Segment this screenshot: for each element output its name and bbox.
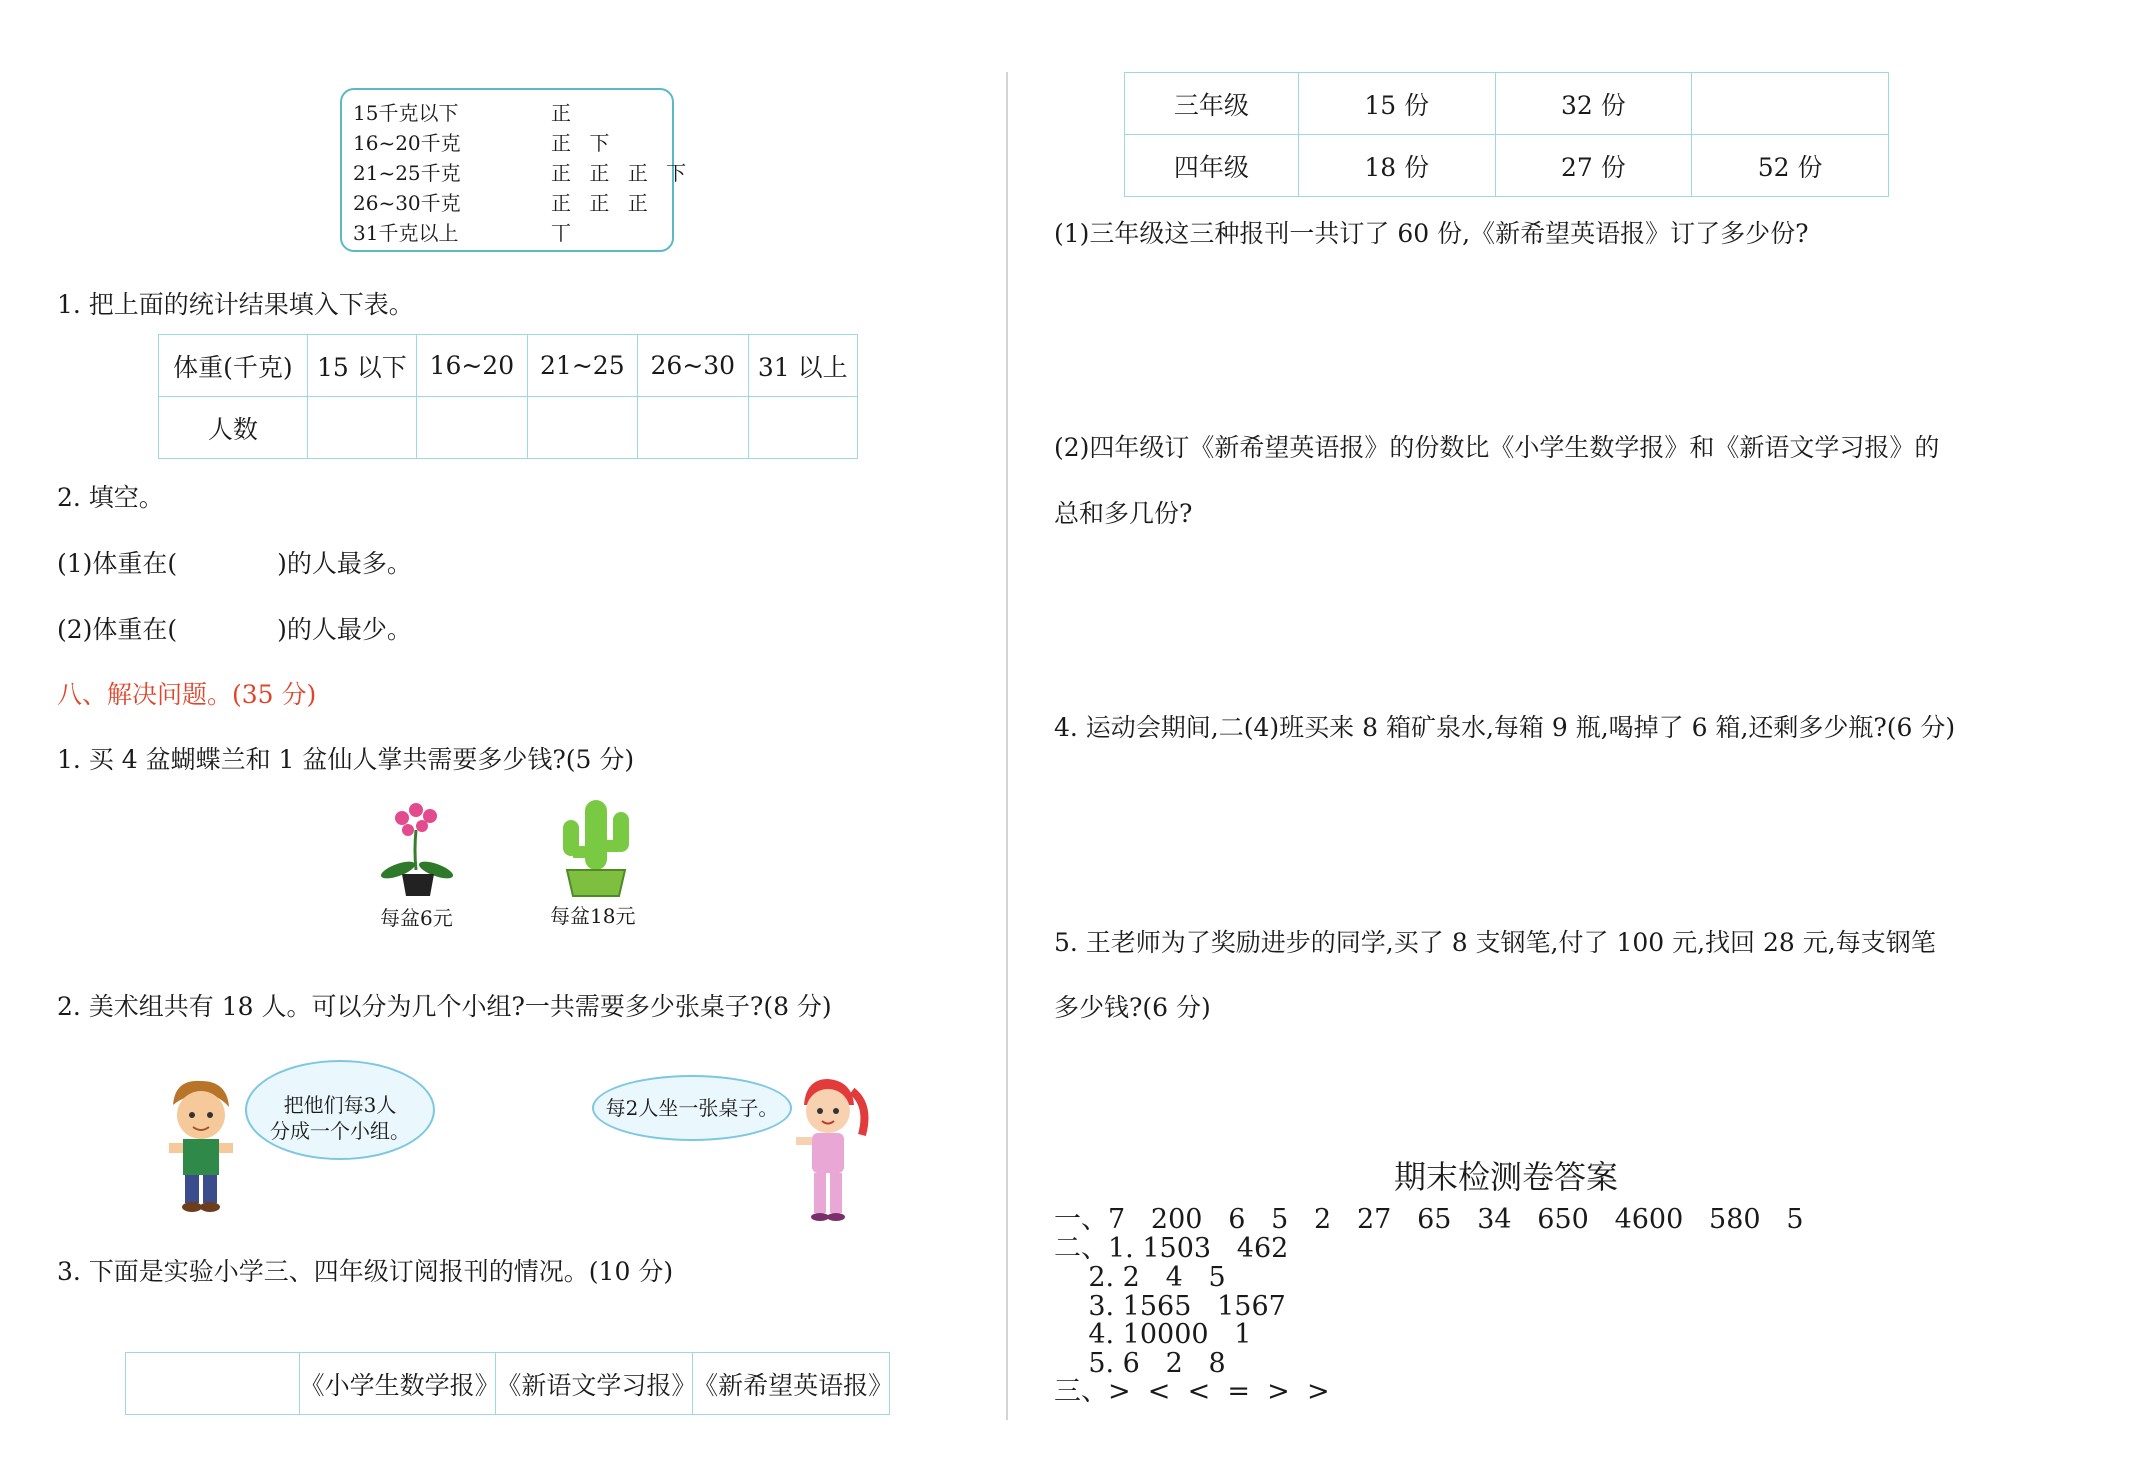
tally-row: 31千克以上 丅 <box>353 221 577 245</box>
table-row-label: 四年级 <box>1125 135 1299 197</box>
newspaper-table-body <box>1124 72 1889 197</box>
answer-line: 一、7 200 6 5 2 27 65 34 650 4600 580 5 <box>1054 1204 1804 1235</box>
table-header-cell: 31 以上 <box>748 335 857 397</box>
newspaper-table-header <box>125 1352 894 1415</box>
table-row-label: 人数 <box>159 397 308 459</box>
table-cell <box>1692 73 1889 135</box>
answer-line: 3. 1565 1567 <box>1054 1291 1286 1322</box>
table-cell: 27 份 <box>1495 135 1692 197</box>
answer-line: 5. 6 2 8 <box>1054 1348 1226 1379</box>
table-row-label: 三年级 <box>1125 73 1299 135</box>
tally-row: 16~20千克 正 下 <box>353 131 616 155</box>
page-divider <box>1006 72 1008 1420</box>
answer-cell[interactable] <box>527 397 637 459</box>
girl-icon <box>782 1075 872 1225</box>
table-cell: 15 份 <box>1298 73 1495 135</box>
problem-3-2-line2: 总和多几份? <box>1054 499 1193 528</box>
tally-row: 21~25千克 正 正 正 下 <box>353 161 693 185</box>
table-header-cell: 体重(千克) <box>159 335 308 397</box>
orchid-price-caption: 每盆6元 <box>380 906 453 930</box>
question-2-heading: 2. 填空。 <box>57 483 164 512</box>
problem-2: 2. 美术组共有 18 人。可以分为几个小组?一共需要多少张桌子?(8 分) <box>57 992 832 1021</box>
problem-5-line2: 多少钱?(6 分) <box>1054 993 1211 1022</box>
cactus-icon <box>555 790 635 900</box>
answer-line: 三、> < < = > > <box>1054 1376 1330 1407</box>
weight-table <box>158 334 858 459</box>
tally-box <box>340 88 693 252</box>
answer-line: 二、1. 1503 462 <box>1054 1233 1289 1264</box>
question-2-2: (2)体重在( )的人最少。 <box>57 615 412 644</box>
table-header-cell <box>126 1353 300 1415</box>
answer-line: 4. 10000 1 <box>1054 1319 1252 1350</box>
problem-3-1: (1)三年级这三种报刊一共订了 60 份,《新希望英语报》订了多少份? <box>1054 219 1809 248</box>
problem-1: 1. 买 4 盆蝴蝶兰和 1 盆仙人掌共需要多少钱?(5 分) <box>57 745 635 774</box>
section-8-heading: 八、解决问题。(35 分) <box>57 680 317 709</box>
orchid-icon <box>378 800 458 900</box>
problem-5-line1: 5. 王老师为了奖励进步的同学,买了 8 支钢笔,付了 100 元,找回 28 元,每支钢笔 <box>1054 928 1936 957</box>
boy-icon <box>155 1075 245 1215</box>
tally-row: 26~30千克 正 正 正 <box>353 191 654 215</box>
table-header-cell: 《新希望英语报》 <box>693 1353 890 1415</box>
question-2-1: (1)体重在( )的人最多。 <box>57 549 412 578</box>
answer-cell[interactable] <box>638 397 748 459</box>
answer-cell[interactable] <box>417 397 527 459</box>
table-cell: 18 份 <box>1298 135 1495 197</box>
question-1-heading: 1. 把上面的统计结果填入下表。 <box>57 290 414 319</box>
problem-3-2-line1: (2)四年级订《新希望英语报》的份数比《小学生数学报》和《新语文学习报》的 <box>1054 433 1940 462</box>
girl-speech-bubble: 每2人坐一张桌子。 <box>592 1075 792 1141</box>
tally-row: 15千克以下 正 <box>353 101 577 125</box>
problem-4: 4. 运动会期间,二(4)班买来 8 箱矿泉水,每箱 9 瓶,喝掉了 6 箱,还剩多少瓶?(6 分) <box>1054 713 1956 742</box>
table-header-cell: 15 以下 <box>307 335 416 397</box>
answer-line: 2. 2 4 5 <box>1054 1262 1226 1293</box>
table-header-cell: 26~30 <box>638 335 748 397</box>
answer-cell[interactable] <box>307 397 416 459</box>
table-cell: 52 份 <box>1692 135 1889 197</box>
table-header-cell: 21~25 <box>527 335 637 397</box>
boy-speech-bubble: 把他们每3人 分成一个小组。 <box>245 1060 435 1160</box>
table-header-cell: 《新语文学习报》 <box>496 1353 693 1415</box>
table-header-cell: 《小学生数学报》 <box>299 1353 496 1415</box>
table-header-cell: 16~20 <box>417 335 527 397</box>
table-cell: 32 份 <box>1495 73 1692 135</box>
problem-3: 3. 下面是实验小学三、四年级订阅报刊的情况。(10 分) <box>57 1257 674 1286</box>
answer-title: 期末检测卷答案 <box>1394 1158 1619 1196</box>
answer-cell[interactable] <box>748 397 857 459</box>
cactus-price-caption: 每盆18元 <box>550 904 636 928</box>
